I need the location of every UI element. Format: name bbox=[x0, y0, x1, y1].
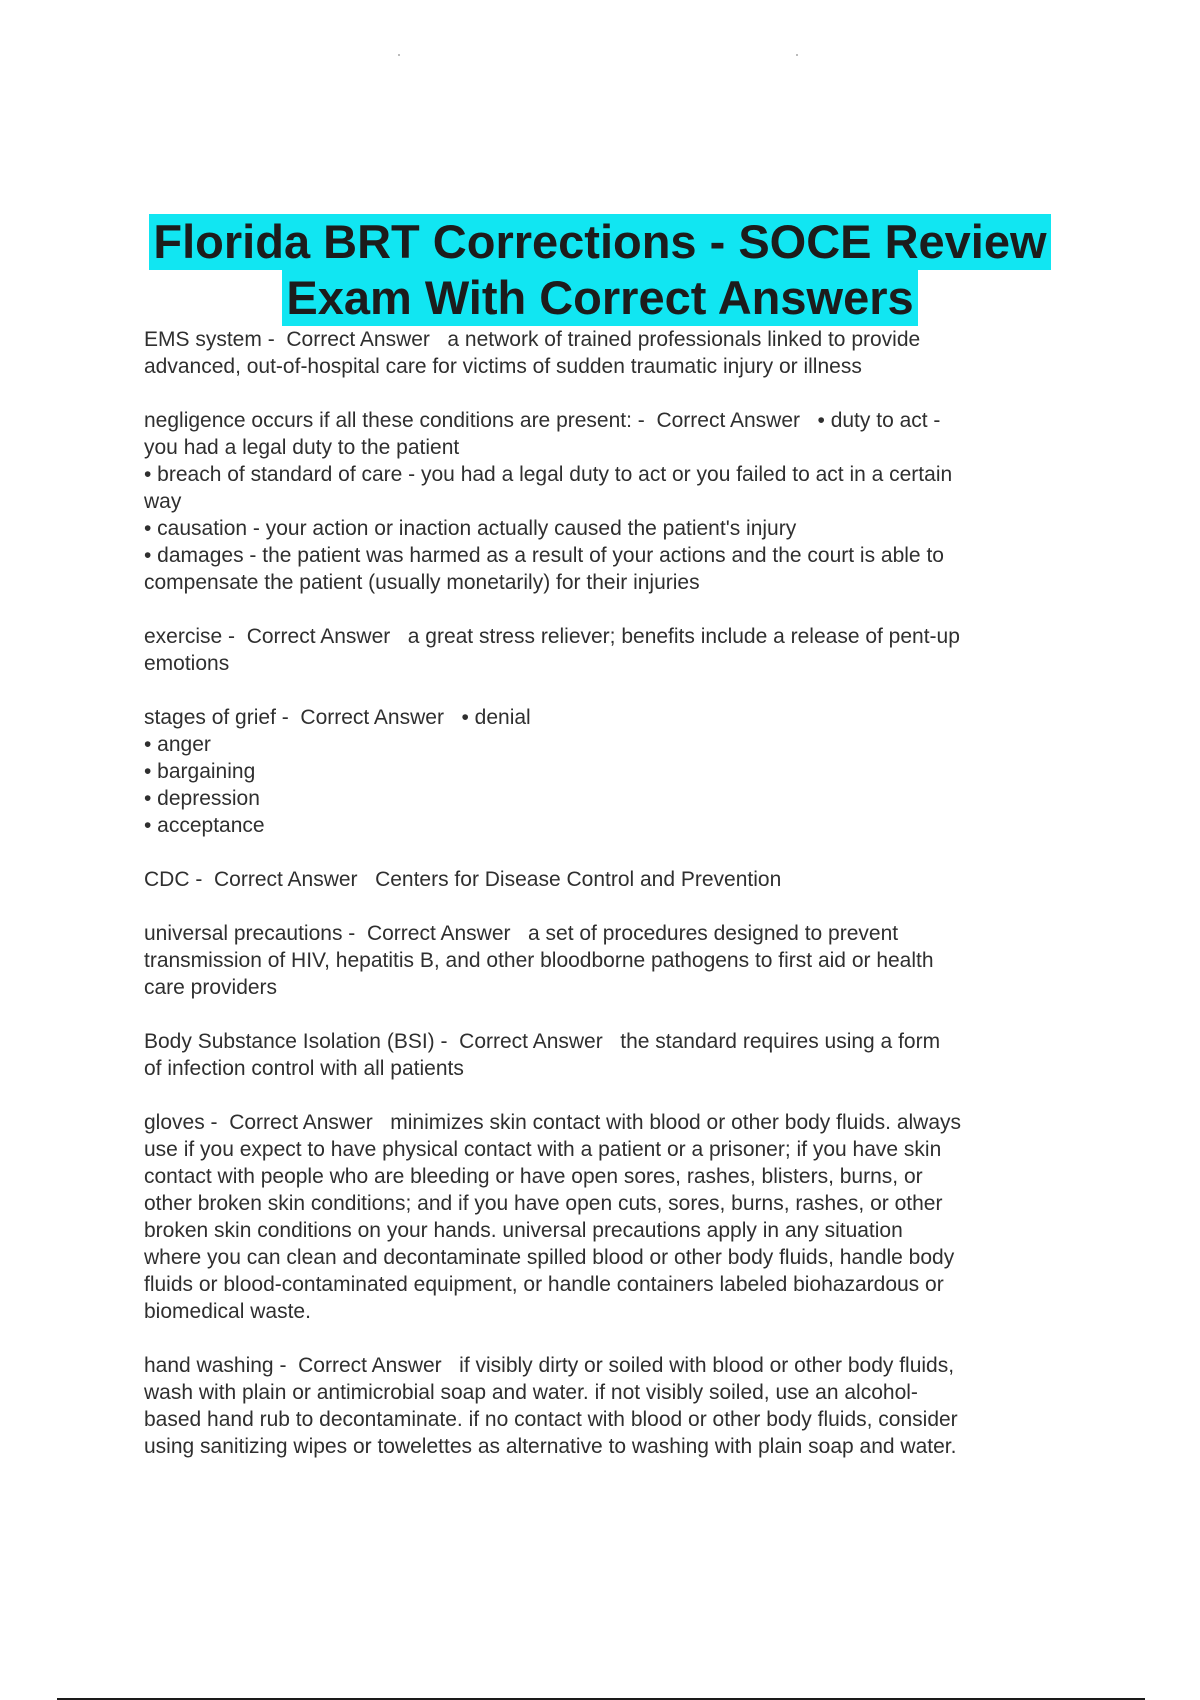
correct-answer-label: Correct Answer bbox=[246, 625, 391, 648]
answer-line: transmission of HIV, hepatitis B, and other bloodborne pathogens to first aid or health bbox=[144, 949, 934, 972]
qa-first-line bbox=[144, 407, 1064, 434]
question-term: stages of grief bbox=[144, 706, 276, 729]
correct-answer-label: Correct Answer bbox=[300, 706, 444, 729]
question-term: gloves bbox=[144, 1111, 205, 1134]
answer-line: of infection control with all patients bbox=[144, 1057, 464, 1080]
qa-entry bbox=[144, 920, 1064, 1001]
answer-line: wash with plain or antimicrobial soap and water. if not visibly soiled, use an alcohol- bbox=[144, 1381, 918, 1404]
title-line-2: Exam With Correct Answers bbox=[282, 270, 917, 326]
answer-gap bbox=[442, 1354, 460, 1377]
question-term: CDC bbox=[144, 868, 190, 891]
scan-speck bbox=[796, 54, 798, 56]
answer-text: the standard requires using a form bbox=[620, 1030, 941, 1053]
question-term: hand washing bbox=[144, 1354, 274, 1377]
answer-gap bbox=[358, 868, 376, 891]
qa-entry bbox=[144, 407, 1064, 596]
qa-entry bbox=[144, 1109, 1064, 1325]
answer-gap bbox=[373, 1111, 391, 1134]
answer-text: a great stress reliever; benefits include a release of pent-up bbox=[407, 625, 960, 648]
question-term: EMS system bbox=[144, 328, 262, 351]
correct-answer-label: Correct Answer bbox=[459, 1030, 603, 1053]
correct-answer-label: Correct Answer bbox=[366, 922, 511, 945]
qa-first-line bbox=[144, 1109, 1064, 1136]
answer-gap bbox=[511, 922, 529, 945]
qa-list bbox=[144, 326, 1064, 1487]
answer-text: a set of procedures designed to prevent bbox=[528, 922, 899, 945]
answer-gap bbox=[800, 409, 818, 432]
answer-line: • breach of standard of care - you had a legal duty to act or you failed to act in a certain bbox=[144, 463, 953, 486]
separator: - bbox=[275, 706, 301, 729]
qa-first-line bbox=[144, 623, 1064, 650]
separator: - bbox=[189, 868, 214, 891]
qa-entry bbox=[144, 866, 1064, 893]
answer-gap bbox=[430, 328, 448, 351]
scan-speck bbox=[398, 54, 400, 56]
answer-line: • causation - your action or inaction actually caused the patient's injury bbox=[144, 517, 797, 540]
correct-answer-label: Correct Answer bbox=[229, 1111, 373, 1134]
qa-entry bbox=[144, 1352, 1064, 1460]
answer-text: if visibly dirty or soiled with blood or other body fluids, bbox=[459, 1354, 955, 1377]
separator: - bbox=[631, 409, 657, 432]
separator: - bbox=[434, 1030, 460, 1053]
qa-entry bbox=[144, 704, 1064, 839]
qa-first-line bbox=[144, 704, 1064, 731]
qa-first-line bbox=[144, 920, 1064, 947]
answer-line: biomedical waste. bbox=[144, 1300, 311, 1323]
answer-line: compensate the patient (usually monetarily) for their injuries bbox=[144, 571, 700, 594]
answer-line: where you can clean and decontaminate spilled blood or other body fluids, handle body bbox=[144, 1246, 955, 1269]
answer-text: a network of trained professionals linked to provide bbox=[447, 328, 921, 351]
answer-line: way bbox=[144, 490, 182, 513]
qa-entry bbox=[144, 326, 1064, 380]
answer-line: care providers bbox=[144, 976, 278, 999]
answer-gap bbox=[603, 1030, 621, 1053]
qa-entry bbox=[144, 623, 1064, 677]
answer-line: other broken skin conditions; and if you have open cuts, sores, burns, rashes, or other bbox=[144, 1192, 943, 1215]
qa-first-line bbox=[144, 866, 1064, 893]
answer-gap bbox=[444, 706, 462, 729]
question-term: universal precautions bbox=[144, 922, 343, 945]
separator: - bbox=[273, 1354, 299, 1377]
answer-line: contact with people who are bleeding or have open sores, rashes, blisters, burns, or bbox=[144, 1165, 923, 1188]
correct-answer-label: Correct Answer bbox=[298, 1354, 442, 1377]
answer-text: • denial bbox=[461, 706, 531, 729]
answer-line: • anger bbox=[144, 733, 211, 756]
answer-line: • bargaining bbox=[144, 760, 256, 783]
separator: - bbox=[204, 1111, 230, 1134]
answer-line: • damages - the patient was harmed as a result of your actions and the court is able to bbox=[144, 544, 944, 567]
answer-line: broken skin conditions on your hands. universal precautions apply in any situation bbox=[144, 1219, 903, 1242]
document-title bbox=[100, 214, 1100, 326]
answer-line: advanced, out-of-hospital care for victims of sudden traumatic injury or illness bbox=[144, 355, 862, 378]
answer-line: using sanitizing wipes or towelettes as alternative to washing with plain soap and water. bbox=[144, 1435, 957, 1458]
qa-first-line bbox=[144, 1028, 1064, 1055]
separator: - bbox=[222, 625, 247, 648]
question-term: negligence occurs if all these conditions are present: bbox=[144, 409, 632, 432]
answer-line: emotions bbox=[144, 652, 230, 675]
answer-line: use if you expect to have physical contact with a patient or a prisoner; if you have skin bbox=[144, 1138, 942, 1161]
qa-first-line bbox=[144, 1352, 1064, 1379]
answer-line: fluids or blood-contaminated equipment, or handle containers labeled biohazardous or bbox=[144, 1273, 944, 1296]
question-term: exercise bbox=[144, 625, 223, 648]
qa-first-line bbox=[144, 326, 1064, 353]
answer-text: minimizes skin contact with blood or other body fluids. always bbox=[390, 1111, 962, 1134]
correct-answer-label: Correct Answer bbox=[656, 409, 800, 432]
correct-answer-label: Correct Answer bbox=[286, 328, 430, 351]
answer-text: • duty to act - bbox=[817, 409, 941, 432]
qa-entry bbox=[144, 1028, 1064, 1082]
answer-line: • acceptance bbox=[144, 814, 265, 837]
title-line-1: Florida BRT Corrections - SOCE Review bbox=[149, 214, 1050, 270]
answer-line: • depression bbox=[144, 787, 260, 810]
separator: - bbox=[261, 328, 287, 351]
answer-gap bbox=[390, 625, 408, 648]
separator: - bbox=[342, 922, 367, 945]
correct-answer-label: Correct Answer bbox=[214, 868, 358, 891]
answer-line: you had a legal duty to the patient bbox=[144, 436, 460, 459]
answer-line: based hand rub to decontaminate. if no contact with blood or other body fluids, consider bbox=[144, 1408, 958, 1431]
answer-text: Centers for Disease Control and Prevention bbox=[375, 868, 782, 891]
question-term: Body Substance Isolation (BSI) bbox=[144, 1030, 435, 1053]
